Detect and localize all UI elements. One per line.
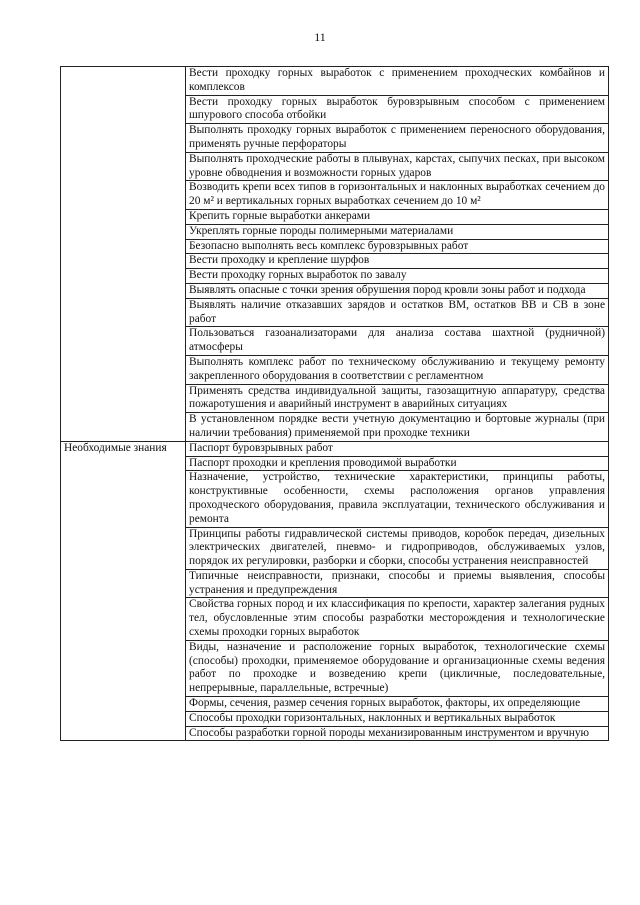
knowledge-item: Способы проходки горизонтальных, наклонных и вертикальных выработок (186, 711, 609, 726)
skill-item: Укреплять горные породы полимерными материалами (186, 224, 609, 239)
competency-table (60, 66, 609, 741)
table-row (61, 441, 609, 456)
knowledge-label-cell: Необходимые знания (61, 441, 186, 741)
page-number: 11 (314, 30, 326, 44)
knowledge-item: Виды, назначение и расположение горных выработок, технологические схемы (способы) проходки, применяемое оборудование и организационные схемы ведения работ по проходке и возведению крепи (цикличные, последовательные, непрерывные, параллельные, встречные) (186, 640, 609, 696)
table-row (61, 67, 609, 96)
skill-item: В установленном порядке вести учетную документацию и бортовые журналы (при наличии требования) применяемой при проходке техники (186, 413, 609, 442)
knowledge-item: Формы, сечения, размер сечения горных выработок, факторы, их определяющие (186, 697, 609, 712)
knowledge-item: Паспорт буровзрывных работ (186, 441, 609, 456)
skill-item: Вести проходку горных выработок с применением проходческих комбайнов и комплексов (186, 67, 609, 96)
knowledge-item: Паспорт проходки и крепления проводимой выработки (186, 456, 609, 471)
knowledge-item: Принципы работы гидравлической системы приводов, коробок передач, дизельных электрических двигателей, пневмо- и гидроприводов, обслуживаемых узлов, порядок их регулировки, разборки и сборки, способы устранения неисправностей (186, 527, 609, 569)
skill-item: Выполнять проходку горных выработок с применением переносного оборудования, применять ручные перфораторы (186, 124, 609, 153)
knowledge-item: Типичные неисправности, признаки, способы и приемы выявления, способы устранения и предупреждения (186, 569, 609, 598)
skill-item: Выявлять опасные с точки зрения обрушения пород кровли зоны работ и подхода (186, 283, 609, 298)
knowledge-item: Способы разработки горной породы механизированным инструментом и вручную (186, 726, 609, 741)
competency-table-body (61, 67, 609, 741)
skills-label-cell (61, 67, 186, 442)
skill-item: Применять средства индивидуальной защиты, газозащитную аппаратуру, средства пожаротушения и аварийный инструмент в аварийных ситуациях (186, 384, 609, 413)
skill-item: Выполнять комплекс работ по техническому обслуживанию и текущему ремонту закрепленного оборудования в соответствии с регламентном (186, 355, 609, 384)
skill-item: Выявлять наличие отказавших зарядов и остатков ВМ, остатков ВВ и СВ в зоне работ (186, 298, 609, 327)
knowledge-item: Свойства горных пород и их классификация по крепости, характер залегания рудных тел, обусловленные этим способы разработки месторождения и технологические схемы проходки горных выработок (186, 598, 609, 640)
skill-item: Пользоваться газоанализаторами для анализа состава шахтной (рудничной) атмосферы (186, 327, 609, 356)
skill-item: Безопасно выполнять весь комплекс буровзрывных работ (186, 239, 609, 254)
skill-item: Вести проходку и крепление шурфов (186, 254, 609, 269)
skill-item: Крепить горные выработки анкерами (186, 209, 609, 224)
skill-item: Вести проходку горных выработок буровзрывным способом с применением шпурового способа отбойки (186, 95, 609, 124)
skill-item: Возводить крепи всех типов в горизонтальных и наклонных выработках сечением до 20 м² и вертикальных горных выработках сечением до 10 м² (186, 181, 609, 210)
skill-item: Выполнять проходческие работы в плывунах, карстах, сыпучих песках, при высоком уровне обводнения и возможности горных ударов (186, 152, 609, 181)
skill-item: Вести проходку горных выработок по завалу (186, 269, 609, 284)
knowledge-item: Назначение, устройство, технические характеристики, принципы работы, конструктивные особенности, схемы расположения органов управления проходческого оборудования, правила эксплуатации, технического обслуживания и ремонта (186, 471, 609, 527)
